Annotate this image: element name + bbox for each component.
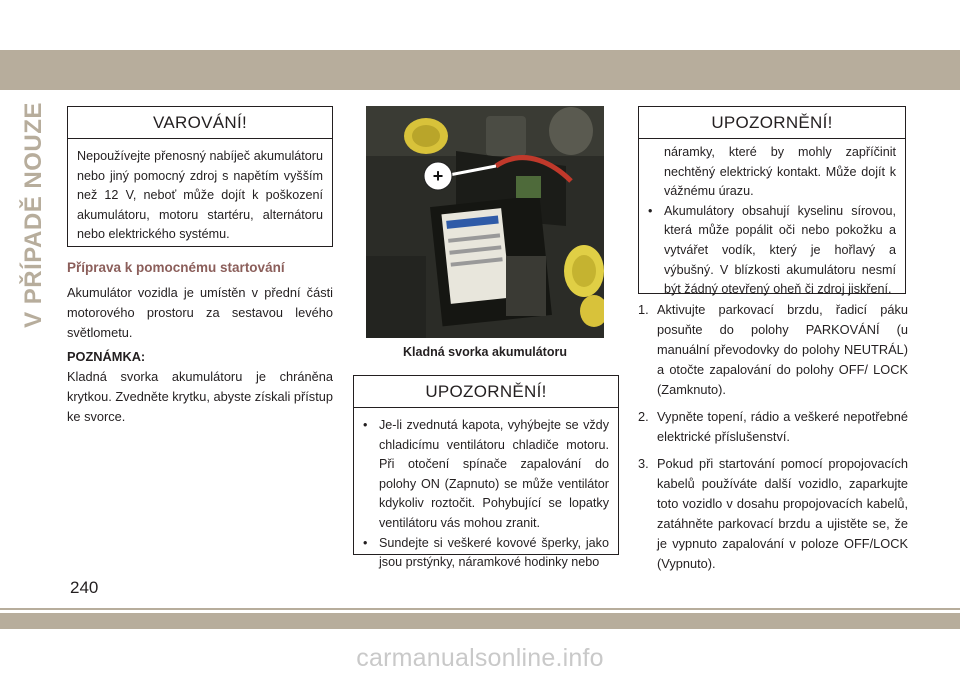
warning-title: VAROVÁNÍ! — [68, 107, 332, 139]
page-number: 240 — [70, 578, 99, 597]
battery-photo-illustration — [366, 106, 604, 338]
list-item: • Akumulátory obsahují kyselinu sírovou, která může popálit oči nebo pokožku a vytvářet vodík, který je hořlavý a výbušný. V blízkosti akumulátoru nesmí být žádný otevřený oheň či zdroj jiskření. — [648, 203, 896, 297]
caution-list-middle — [363, 416, 609, 573]
note-text: Kladná svorka akumulátoru je chráněna krytkou. Zvedněte krytku, abyste získali přístup ke svorce. — [67, 369, 333, 424]
battery-photo — [366, 106, 604, 338]
caution-continuation: náramky, které by mohly zapříčinit nechtěný elektrický kontakt. Může dojít k vážnému úrazu. — [664, 145, 896, 199]
caution-title-middle: UPOZORNĚNÍ! — [354, 376, 618, 408]
step-item: 1. Aktivujte parkovací brzdu, řadicí páku posuňte do polohy PARKOVÁNÍ (u manuální převodovky do polohy NEUTRÁL) a otočte zapalování do polohy OFF/ LOCK (Zamknuto). — [638, 302, 908, 397]
chapter-title: V PŘÍPADĚ NOUZE — [20, 102, 47, 328]
chapter-side-tab — [14, 102, 54, 328]
list-item: • Je-li zvednutá kapota, vyhýbejte se vždy chladicímu ventilátoru chladiče motoru. Při otočení spínače zapalování do polohy ON (Zapnuto) se může ventilátor kdykoliv roztočit. Pohybující se lopatky ventilátoru vás mohou zranit. — [363, 418, 609, 530]
bottom-rule — [0, 608, 960, 610]
plus-marker-label: + — [432, 166, 444, 186]
section-heading: Příprava k pomocnému startování — [67, 260, 285, 275]
step-item: 2. Vypněte topení, rádio a veškeré nepotřebné elektrické příslušenství. — [638, 409, 908, 444]
top-band — [0, 50, 960, 90]
section-paragraph: Akumulátor vozidla je umístěn v přední části motorového prostoru za sestavou levého světlometu. — [67, 285, 333, 340]
caution-box-right — [638, 106, 906, 297]
bottom-band — [0, 613, 960, 629]
caution-list-right — [648, 202, 896, 300]
warning-box — [67, 106, 333, 247]
warning-text: Nepoužívejte přenosný nabíječ akumulátoru nebo jiný pomocný zdroj s napětím vyšším než 12 V, neboť může dojít k poškození akumulátoru, motoru startéru, alternátoru nebo elektrického systému. — [77, 149, 323, 242]
watermark-text: carmanualsonline.info — [356, 644, 604, 672]
list-item: • Sundejte si veškeré kovové šperky, jako jsou prstýnky, náramkové hodinky nebo — [363, 535, 609, 570]
procedure-steps — [638, 300, 908, 581]
caution-title-right: UPOZORNĚNÍ! — [639, 107, 905, 139]
step-item: 3. Pokud při startování pomocí propojovacích kabelů používáte další vozidlo, zaparkujte toto vozidlo v dosahu propojovacích kabelů, zatáhněte parkovací brzdu a ujistěte se, že je vypnuto zapalování v poloze OFF/LOCK (Vypnuto). — [638, 456, 908, 571]
caution-box-middle — [353, 375, 619, 570]
note-label: POZNÁMKA: — [67, 349, 146, 364]
photo-caption: Kladná svorka akumulátoru — [403, 345, 567, 359]
